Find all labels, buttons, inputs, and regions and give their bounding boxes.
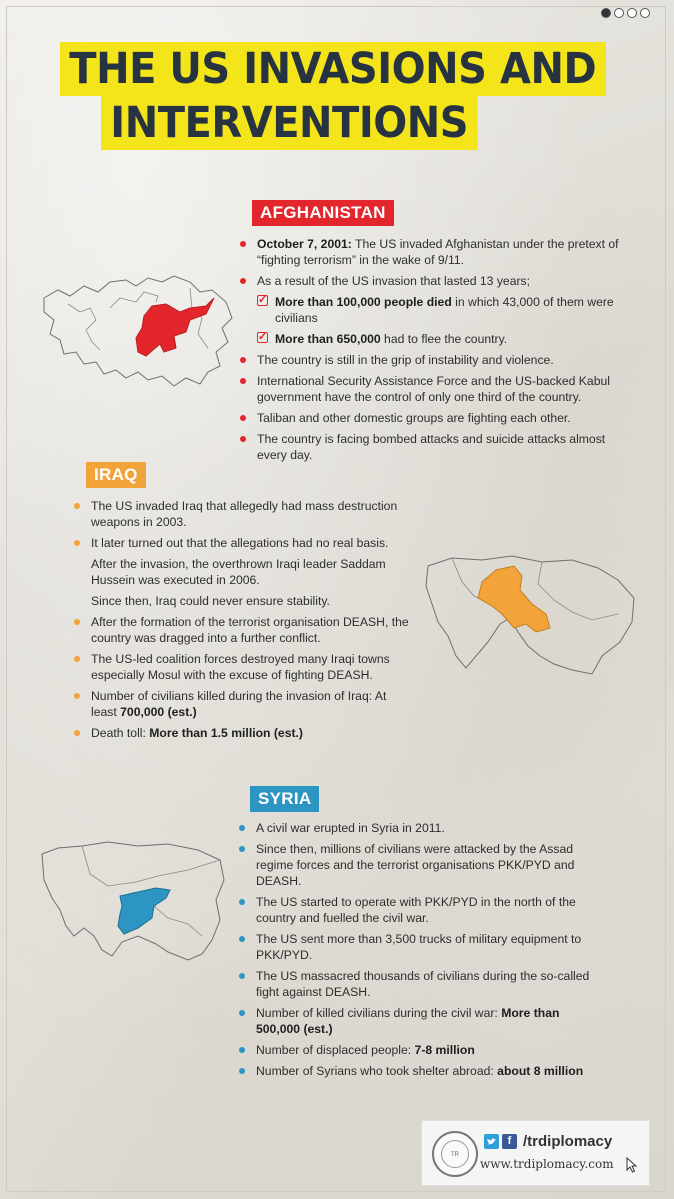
fact-text: The country is facing bombed attacks and suicide attacks almost every day. [257,432,606,462]
syria-fact-item [238,841,598,889]
fact-text: Number of civilians killed during the invasion of Iraq: At least [91,689,387,719]
pagination-dot[interactable] [640,8,650,18]
fact-text: in which 43,000 of them were civilians [275,295,614,325]
afghanistan-fact-item [239,410,634,426]
fact-bold-text: 7-8 million [414,1043,475,1057]
social-links [484,1133,612,1150]
fact-text: The US invaded Afghanistan under the pretext of “fighting terrorism” in the wake of 9/11. [257,237,619,267]
syria-fact-item [238,1063,598,1079]
afghanistan-facts-list [239,236,634,468]
afghanistan-map [40,268,236,393]
afghanistan-fact-item [239,273,634,289]
fact-text: Number of Syrians who took shelter abroad: [256,1064,498,1078]
iraq-facts-list [73,498,413,746]
iraq-fact-item [73,688,413,720]
iraq-fact-item [73,651,413,683]
fact-text: Number of killed civilians during the civil war: [256,1006,502,1020]
afghanistan-fact-item [239,431,634,463]
iraq-fact-item [73,498,413,530]
syria-fact-item [238,1005,598,1037]
fact-text: The US invaded Iraq that allegedly had mass destruction weapons in 2003. [91,499,398,529]
fact-bold-text: More than 650,000 [275,332,381,346]
iraq-fact-item [73,614,413,646]
fact-text: Since then, Iraq could never ensure stability. [91,594,330,608]
pagination-dot[interactable] [614,8,624,18]
seal-inner-ring: TR [441,1140,469,1168]
afghanistan-fact-item [239,236,634,268]
afghanistan-fact-item [257,331,634,347]
iraq-map [422,552,642,682]
fact-bold-text: 700,000 (est.) [120,705,197,719]
fact-text: After the invasion, the overthrown Iraqi leader Saddam Hussein was executed in 2006. [91,557,386,587]
afghanistan-fact-item [257,294,634,326]
fact-text: had to flee the country. [380,332,508,346]
fact-text: It later turned out that the allegations had no real basis. [91,536,389,550]
fact-text: Taliban and other domestic groups are fighting each other. [257,411,571,425]
checkbox-icon: ✓ [258,331,268,343]
facebook-icon[interactable]: f [502,1134,517,1149]
afghanistan-fact-item [239,373,634,405]
twitter-icon[interactable] [484,1134,499,1149]
iraq-fact-item [73,556,413,588]
iraq-label: IRAQ [86,462,146,488]
syria-map [38,840,228,965]
syria-fact-item [238,968,598,1000]
fact-bold-text: More than 100,000 people died [275,295,452,309]
cursor-icon [626,1157,638,1173]
fact-text: The US-led coalition forces destroyed many Iraqi towns especially Mosul with the excuse of fighting DEASH. [91,652,390,682]
fact-bold-text: More than 1.5 million (est.) [149,726,303,740]
fact-text: Death toll: [91,726,150,740]
syria-label: SYRIA [250,786,319,812]
fact-text: The US massacred thousands of civilians during the so-called fight against DEASH. [256,969,590,999]
fact-text: The US started to operate with PKK/PYD in the north of the country and fuelled the civil war. [256,895,576,925]
afghanistan-label: AFGHANISTAN [252,200,394,226]
fact-text: After the formation of the terrorist organisation DEASH, the country was dragged into a further conflict. [91,615,409,645]
title-line-2: INTERVENTIONS [101,96,477,150]
title-line-1: THE US INVASIONS AND [60,42,606,96]
fact-bold-text: about 8 million [497,1064,584,1078]
fact-bold-text: October 7, 2001: [257,237,352,251]
iraq-fact-item [73,593,413,609]
website-url[interactable]: www.trdiplomacy.com [480,1157,614,1171]
syria-fact-item [238,894,598,926]
checkbox-icon: ✓ [258,294,268,306]
page-title [60,42,620,150]
pagination-dot[interactable] [627,8,637,18]
social-handle[interactable]: /trdiplomacy [523,1133,613,1150]
fact-text: The country is still in the grip of instability and violence. [257,353,554,367]
iraq-fact-item [73,725,413,741]
pagination-dots[interactable] [601,8,650,18]
fact-text: A civil war erupted in Syria in 2011. [256,821,445,835]
fact-text: Number of displaced people: [256,1043,415,1057]
fact-text: International Security Assistance Force and the US-backed Kabul government have the control of only one third of the country. [257,374,610,404]
syria-fact-item [238,931,598,963]
syria-fact-item [238,820,598,836]
pagination-dot[interactable] [601,8,611,18]
afghanistan-fact-item [239,352,634,368]
syria-fact-item [238,1042,598,1058]
fact-text: As a result of the US invasion that lasted 13 years; [257,274,531,288]
fact-text: Since then, millions of civilians were attacked by the Assad regime forces and the terrorist organisations PKK/PYD and DEASH. [256,842,575,888]
fact-text: The US sent more than 3,500 trucks of military equipment to PKK/PYD. [256,932,582,962]
iraq-fact-item [73,535,413,551]
syria-facts-list [238,820,598,1084]
fact-bold-text: More than 500,000 (est.) [256,1006,560,1036]
tr-diplomacy-seal-logo [432,1131,478,1177]
footer-branding [421,1120,650,1186]
